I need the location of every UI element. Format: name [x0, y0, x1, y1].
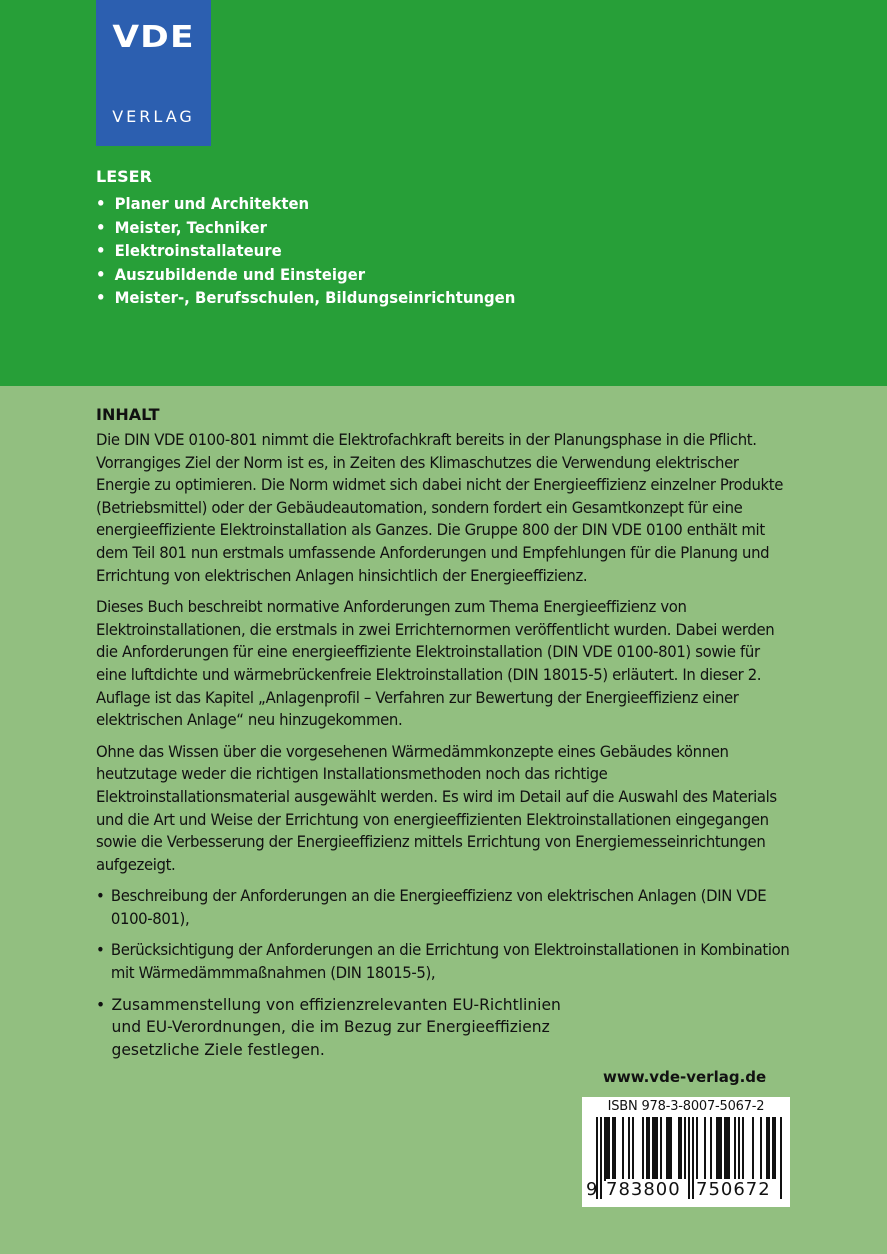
leser-heading: LESER — [96, 167, 152, 186]
barcode-bar — [632, 1117, 634, 1181]
barcode-bar — [656, 1117, 658, 1181]
leser-item: • Meister, Techniker — [96, 216, 515, 240]
barcode-bar — [696, 1117, 698, 1181]
barcode-bar — [716, 1117, 718, 1181]
bullet-icon: • — [96, 288, 106, 307]
inhalt-paragraph-3: Ohne das Wissen über die vorgesehenen Wärmedämmkonzepte eines Gebäudes können heutzutage weder die richtigen Installationsmethoden noch das richtige Elektroinstallationsmaterial ausgewählt werden. Es wird im Detail auf die Auswahl des Materials und die Art und Weise der Errichtung von energieeffizienten Elektroinstallationen eingegangen sowie die Verbesserung der Energieeffizienz mittels Errichtung von Energiemesseinrichtungen aufgezeigt. — [96, 741, 777, 874]
barcode-bar — [684, 1117, 686, 1181]
bullet-icon: • — [96, 994, 106, 1014]
bullet-icon: • — [96, 940, 105, 960]
barcode-bar — [752, 1117, 754, 1181]
inhalt-bullet-item: • Beschreibung der Anforderungen an die Energieeffizienz von elektrischen Anlagen (DIN VDE 0100-801), — [96, 886, 767, 928]
barcode-bar — [660, 1117, 662, 1181]
isbn-label: ISBN 978-3-8007-5067-2 — [607, 1099, 765, 1114]
barcode-bar — [600, 1117, 602, 1199]
barcode-bar — [774, 1117, 776, 1181]
barcode-bar — [742, 1117, 744, 1181]
barcode-bar — [606, 1117, 608, 1181]
leser-item: • Auszubildende und Einsteiger — [96, 263, 515, 287]
barcode-bar — [692, 1117, 694, 1199]
leser-item: • Meister-, Berufsschulen, Bildungseinrichtungen — [96, 286, 515, 310]
inhalt-heading: INHALT — [96, 405, 160, 424]
barcode-bar — [710, 1117, 712, 1181]
barcode-bar — [646, 1117, 648, 1181]
barcode-bar — [734, 1117, 736, 1181]
logo-vde-text: VDE — [112, 20, 195, 55]
ean-group-2: 750672 — [696, 1179, 776, 1200]
barcode-bar — [680, 1117, 682, 1181]
vde-verlag-logo — [96, 0, 211, 146]
barcode-bar — [678, 1117, 680, 1181]
barcode-bar — [670, 1117, 672, 1181]
barcode-bar — [654, 1117, 656, 1181]
barcode-bar — [642, 1117, 644, 1181]
inhalt-bullet-list — [96, 885, 796, 1061]
ean-first-digit: 9 — [586, 1179, 598, 1200]
inhalt-bullet-item: • Berücksichtigung der Anforderungen an die Errichtung von Elektroinstallationen in Kombination mit Wärmedämmmaßnahmen (DIN 18015-5), — [96, 940, 790, 983]
barcode-bar — [628, 1117, 630, 1181]
bullet-icon: • — [96, 194, 106, 213]
inhalt-bullet-item: • Zusammenstellung von effizienzrelevanten EU-Richtlinien und EU-Verordnungen, die im Bezug zur Energieeffizienz gesetzliche Ziele festlegen. — [96, 994, 561, 1059]
ean-group-1: 783800 — [606, 1179, 686, 1200]
barcode-bar — [780, 1117, 782, 1199]
barcode-bar — [614, 1117, 616, 1181]
barcode-bar — [608, 1117, 610, 1181]
barcode-bar — [704, 1117, 706, 1181]
barcode-bar — [766, 1117, 768, 1181]
barcode-bar — [726, 1117, 728, 1181]
website-link[interactable]: www.vde-verlag.de — [603, 1068, 767, 1086]
inhalt-paragraph-1: Die DIN VDE 0100-801 nimmt die Elektrofachkraft bereits in der Planungsphase in die Pflicht. Vorrangiges Ziel der Norm ist es, in Zeiten des Klimaschutzes die Verwendung elektrischer Energie zu optimieren. Die Norm widmet sich dabei nicht der Energieeffizienz einzelner Produkte (Betriebsmittel) oder der Gebäudeautomation, sondern fordert ein Gesamtkonzept für eine energieeffiziente Elektroinstallation als Ganzes. Die Gruppe 800 der DIN VDE 0100 enthält mit dem Teil 801 nun erstmals umfassende Anforderungen und Empfehlungen für die Planung und Errichtung von elektrischen Anlagen hinsichtlich der Energieeffizienz. — [96, 430, 784, 585]
barcode-bar — [724, 1117, 726, 1181]
leser-item: • Planer und Architekten — [96, 192, 515, 216]
barcode-bar — [604, 1117, 606, 1181]
leser-section — [96, 166, 547, 310]
barcode-bar — [688, 1117, 690, 1199]
barcode-bar — [652, 1117, 654, 1181]
bullet-icon: • — [96, 264, 106, 284]
bullet-icon: • — [96, 217, 106, 237]
barcode-bar — [768, 1117, 770, 1181]
barcode-bar — [720, 1117, 722, 1181]
isbn-barcode-box — [582, 1097, 790, 1207]
barcode-bar — [772, 1117, 774, 1181]
barcode-bar — [728, 1117, 730, 1181]
leser-item: • Elektroinstallateure — [96, 239, 515, 263]
barcode-bar — [666, 1117, 668, 1181]
barcode-bar — [668, 1117, 670, 1181]
bullet-icon: • — [96, 886, 105, 906]
inhalt-section — [96, 404, 796, 1070]
inhalt-paragraph-2: Dieses Buch beschreibt normative Anforderungen zum Thema Energieeffizienz von Elektroinstallationen, die erstmals in zwei Errichternormen veröffentlicht wurden. Dabei werden die Anforderungen für eine energieeffiziente Elektroinstallation (DIN VDE 0100-801) sowie für eine luftdichte und wärmebrückenfreie Elektroinstallation (DIN 18015-5) erläutert. In dieser 2. Auflage ist das Kapitel „Anlagenprofil – Verfahren zur Bewertung der Energieeffizienz einer elektrischen Anlage“ neu hinzugekommen. — [96, 597, 775, 730]
barcode-bar — [612, 1117, 614, 1181]
bullet-icon: • — [96, 241, 106, 260]
barcode-bar — [622, 1117, 624, 1181]
barcode-bar — [718, 1117, 720, 1181]
logo-verlag-text: VERLAG — [112, 107, 195, 126]
barcode-bar — [648, 1117, 650, 1181]
barcode-bar — [760, 1117, 762, 1181]
barcode-bar — [738, 1117, 740, 1181]
leser-list — [96, 192, 547, 310]
